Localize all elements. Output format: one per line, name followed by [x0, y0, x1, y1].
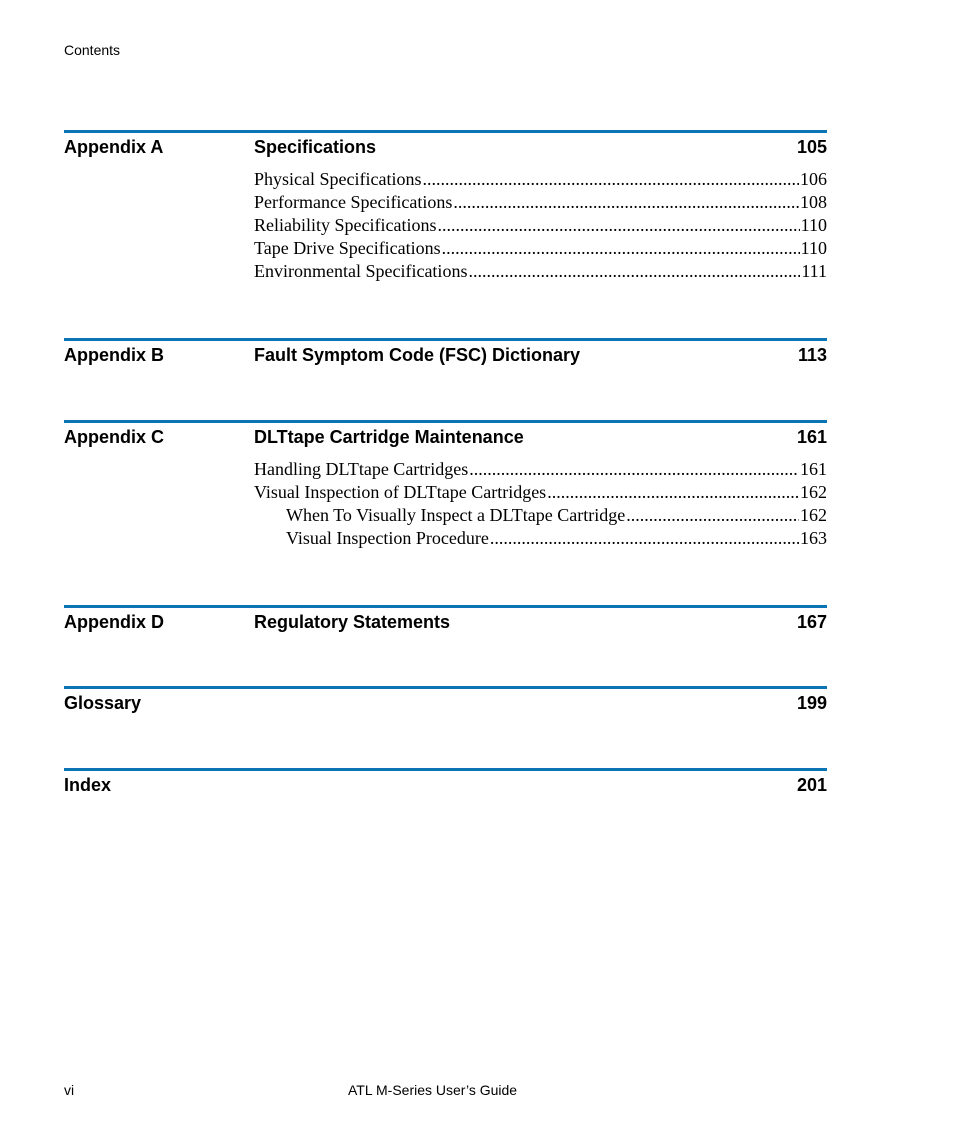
section-page-number: 201: [796, 775, 827, 795]
toc-entry[interactable]: [254, 237, 827, 260]
toc-entry[interactable]: [254, 214, 827, 237]
section-rule: [64, 768, 827, 771]
dot-leader: [547, 481, 799, 504]
dot-leader: [490, 527, 799, 550]
footer-book-title: ATL M-Series User’s Guide: [348, 1082, 518, 1098]
dot-leader: [437, 214, 799, 237]
section-page-number: 167: [796, 612, 827, 632]
toc-entry-text: Tape Drive Specifications: [254, 238, 441, 258]
section-label: Appendix A: [64, 137, 164, 157]
section-rule: [64, 605, 827, 608]
dot-leader: [626, 504, 799, 527]
section-title: Regulatory Statements: [254, 612, 451, 632]
toc-entry-page: 162: [800, 482, 827, 502]
toc-section-index: [64, 768, 827, 796]
section-page-number: 113: [797, 345, 827, 365]
section-heading[interactable]: [64, 692, 827, 714]
toc-section-appendix-d: [64, 605, 827, 633]
section-rule: [64, 338, 827, 341]
toc-entry-text: Visual Inspection of DLTtape Cartridges: [254, 482, 547, 502]
section-heading[interactable]: [64, 774, 827, 796]
toc-subentry[interactable]: [286, 527, 827, 550]
dot-leader: [453, 191, 799, 214]
section-title: Fault Symptom Code (FSC) Dictionary: [254, 345, 581, 365]
toc-entry-page: 106: [800, 169, 827, 189]
section-label: Appendix C: [64, 427, 165, 447]
section-page-number: 199: [796, 693, 827, 713]
toc-entry-page: 110: [800, 238, 827, 258]
toc-section-appendix-a: [64, 130, 827, 283]
running-header: Contents: [64, 42, 121, 58]
toc-entry-text: Handling DLTtape Cartridges: [254, 459, 469, 479]
section-title: DLTtape Cartridge Maintenance: [254, 427, 524, 447]
toc-entry-text: Performance Specifications: [254, 192, 453, 212]
toc-section-appendix-b: [64, 338, 827, 366]
footer-page-number: vi: [64, 1082, 75, 1098]
section-label: Index: [64, 775, 112, 795]
section-rule: [64, 686, 827, 689]
toc-subentry[interactable]: [286, 504, 827, 527]
toc-entry-page: 110: [800, 215, 827, 235]
section-title: Specifications: [254, 137, 377, 157]
section-label: Appendix D: [64, 612, 165, 632]
toc-entry[interactable]: [254, 481, 827, 504]
dot-leader: [468, 260, 800, 283]
dot-leader: [442, 237, 800, 260]
toc-entry[interactable]: [254, 191, 827, 214]
toc-entry[interactable]: [254, 260, 827, 283]
toc-entry[interactable]: [254, 458, 827, 481]
toc-entry-text: When To Visually Inspect a DLTtape Cartridge: [286, 505, 626, 525]
toc-entry-page: 162: [800, 505, 827, 525]
toc-section-glossary: [64, 686, 827, 714]
section-rule: [64, 130, 827, 133]
section-rule: [64, 420, 827, 423]
toc-entry-page: 111: [801, 261, 827, 281]
section-label: Appendix B: [64, 345, 165, 365]
toc-entry-text: Environmental Specifications: [254, 261, 468, 281]
section-page-number: 105: [796, 137, 827, 157]
toc-entry-text: Visual Inspection Procedure: [286, 528, 489, 548]
toc-entries: [64, 168, 827, 283]
toc-entry-text: Reliability Specifications: [254, 215, 437, 235]
toc-entries: [64, 458, 827, 550]
toc-entry-page: 108: [800, 192, 827, 212]
section-heading[interactable]: [64, 344, 827, 366]
section-heading[interactable]: [64, 136, 827, 158]
toc-entry-text: Physical Specifications: [254, 169, 422, 189]
toc-section-appendix-c: [64, 420, 827, 550]
toc-entry[interactable]: [254, 168, 827, 191]
dot-leader: [469, 458, 799, 481]
dot-leader: [422, 168, 799, 191]
toc-entry-page: 161: [800, 459, 827, 479]
toc-entry-page: 163: [800, 528, 827, 548]
section-heading[interactable]: [64, 426, 827, 448]
section-heading[interactable]: [64, 611, 827, 633]
section-label: Glossary: [64, 693, 142, 713]
section-page-number: 161: [796, 427, 827, 447]
